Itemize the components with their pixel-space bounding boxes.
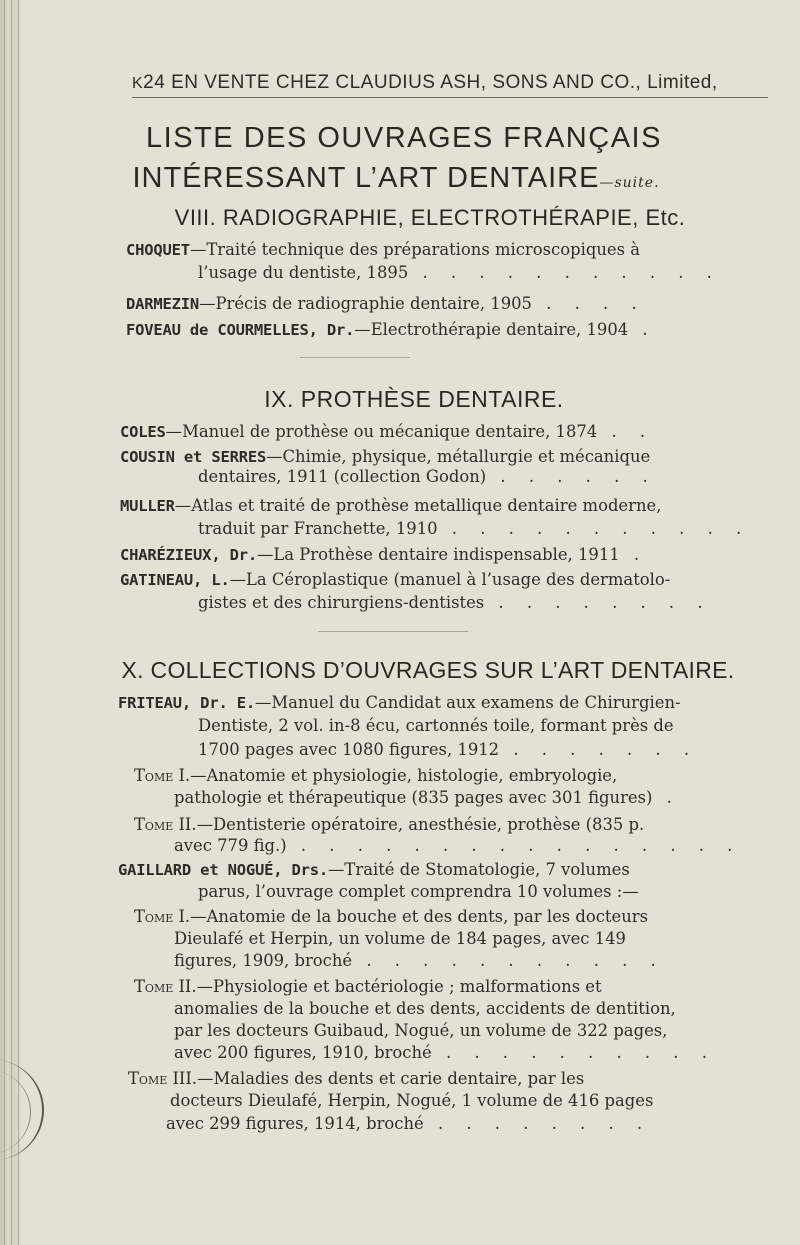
bibliography-entry-continuation [174,1021,667,1040]
bibliography-entry-continuation: pathologie et thérapeutique (835 pages avec 301 figures) . [174,788,681,807]
entry-text: —Maladies des dents et carie dentaire, par les [197,1069,585,1088]
entry-text: docteurs Dieulafé, Herpin, Nogué, 1 volume de 416 pages [170,1091,654,1110]
entry-text: —Manuel de prothèse ou mécanique dentaire, 1874 [165,422,598,441]
bibliography-entry [120,570,670,590]
bibliography-entry-continuation [174,929,626,948]
bibliography-entry: FOVEAU de COURMELLES, Dr.—Electrothérapie dentaire, 1904 . [126,320,657,339]
bibliography-entry [118,860,630,880]
tome-label: Tome III. [128,1069,198,1088]
bibliography-entry-continuation: figures, 1909, broché . . . . . . . . . . . [174,951,665,970]
bibliography-entry-continuation [198,716,674,735]
entry-text: —Physiologie et bactériologie ; malformations et [196,977,602,996]
entry-author: CHOQUET [126,241,190,259]
bibliography-entry-continuation: 1700 pages avec 1080 figures, 1912 . . . . . . . [198,740,699,759]
bibliography-entry [120,496,661,516]
entry-author: DARMEZIN [126,295,200,313]
bibliography-entry-continuation: avec 779 fig.) . . . . . . . . . . . . . . . . [174,836,742,855]
entry-text: —La Céroplastique (manuel à l’usage des dermatolo- [229,570,671,589]
running-header [132,72,772,94]
tome-label: Tome II. [134,815,197,834]
entry-text: pathologie et thérapeutique (835 pages avec 301 figures) [174,788,653,807]
entry-text: par les docteurs Guibaud, Nogué, un volume de 322 pages, [174,1021,668,1040]
bibliography-entry-continuation: avec 200 figures, 1910, broché . . . . . . . . . . [174,1043,716,1062]
entry-text: —La Prothèse dentaire indispensable, 1911 [256,545,620,564]
bibliography-entry-continuation [198,882,639,901]
page-title-line-2 [0,162,796,195]
entry-text: —Anatomie et physiologie, histologie, embryologie, [190,766,618,785]
header-reference: K [132,75,144,92]
entry-text: figures, 1909, broché [174,951,353,970]
entry-text: —Chimie, physique, métallurgie et mécanique [266,447,651,466]
section-heading-ix: IX. PROTHÈSE DENTAIRE. [264,386,564,412]
page-title-line-1: LISTE DES OUVRAGES FRANÇAIS [146,122,662,154]
entry-text: —Electrothérapie dentaire, 1904 [354,320,629,339]
entry-text: —Traité de Stomatologie, 7 volumes [328,860,630,879]
bibliography-entry [134,815,644,834]
entry-text: —Dentisterie opératoire, anesthésie, prothèse (835 p. [196,815,645,834]
entry-text: parus, l’ouvrage complet comprendra 10 volumes :— [198,882,639,901]
bibliography-entry [134,907,648,926]
bibliography-entry-continuation: traduit par Franchette, 1910 . . . . . . . . . . . [198,519,751,538]
section-separator [318,631,468,632]
entry-text: 1700 pages avec 1080 figures, 1912 [198,740,500,759]
bibliography-entry-continuation [170,1091,653,1110]
bibliography-entry-continuation [174,999,676,1018]
entry-text: —Traité technique des préparations microscopiques à [189,240,640,259]
entry-text: anomalies de la bouche et des dents, accidents de dentition, [174,999,676,1018]
bibliography-entry-continuation: gistes et des chirurgiens-dentistes . . . . . . . . [198,593,712,612]
bibliography-entry-continuation: avec 299 figures, 1914, broché . . . . . . . . [166,1114,652,1133]
suite-label: —suite. [599,175,660,191]
entry-text: avec 200 figures, 1910, broché [174,1043,432,1062]
section-heading-viii: VIII. RADIOGRAPHIE, ELECTROTHÉRAPIE, Etc. [174,205,686,230]
bibliography-entry: CHARÉZIEUX, Dr.—La Prothèse dentaire indispensable, 1911 . [120,545,649,564]
section-separator [300,357,410,358]
entry-author: GATINEAU, L. [120,571,230,589]
entry-text: Dieulafé et Herpin, un volume de 184 pages, avec 149 [174,929,626,948]
entry-author: COUSIN et SERRES [120,448,267,466]
bibliography-entry-continuation: dentaires, 1911 (collection Godon) . . . . . . [198,467,657,486]
tome-label: Tome II. [134,977,197,996]
bibliography-entry [134,977,602,996]
entry-author: FRITEAU, Dr. E. [118,694,255,712]
header-text: 24 EN VENTE CHEZ CLAUDIUS ASH, SONS AND CO., Limited, [143,72,718,93]
tome-label: Tome I. [134,907,191,926]
entry-text: traduit par Franchette, 1910 [198,519,438,538]
bibliography-entry [126,240,640,260]
entry-author: GAILLARD et NOGUÉ, Drs. [118,861,329,879]
entry-text: —Manuel du Candidat aux examens de Chirurgien- [254,693,681,712]
bibliography-entry: DARMEZIN—Précis de radiographie dentaire, 1905 . . . . [126,294,646,313]
bibliography-entry [128,1069,584,1088]
entry-text: dentaires, 1911 (collection Godon) [198,467,487,486]
entry-author: FOVEAU de COURMELLES, Dr. [126,321,355,339]
entry-text: Dentiste, 2 vol. in-8 écu, cartonnés toile, formant près de [198,716,674,735]
entry-text: —Anatomie de la bouche et des dents, par les docteurs [190,907,649,926]
entry-text: —Précis de radiographie dentaire, 1905 [199,294,532,313]
section-heading-x: X. COLLECTIONS D’OUVRAGES SUR L’ART DENTAIRE. [121,657,735,683]
tome-label: Tome I. [134,766,191,785]
entry-text: gistes et des chirurgiens-dentistes [198,593,485,612]
entry-author: COLES [120,423,166,441]
bibliography-entry [120,447,650,467]
entry-text: avec 779 fig.) [174,836,287,855]
entry-text: l’usage du dentiste, 1895 [198,263,409,282]
entry-author: CHARÉZIEUX, Dr. [120,546,257,564]
bibliography-entry [118,693,681,713]
entry-text: avec 299 figures, 1914, broché [166,1114,424,1133]
bibliography-entry [134,766,617,785]
header-rule [132,97,768,98]
bibliography-entry: COLES—Manuel de prothèse ou mécanique dentaire, 1874 . . [120,422,655,441]
bibliography-entry-continuation: l’usage du dentiste, 1895 . . . . . . . . . . . [198,263,721,282]
entry-author: MULLER [120,497,175,515]
page-title-text: INTÉRESSANT L’ART DENTAIRE [132,162,600,194]
entry-text: —Atlas et traité de prothèse metallique dentaire moderne, [174,496,662,515]
